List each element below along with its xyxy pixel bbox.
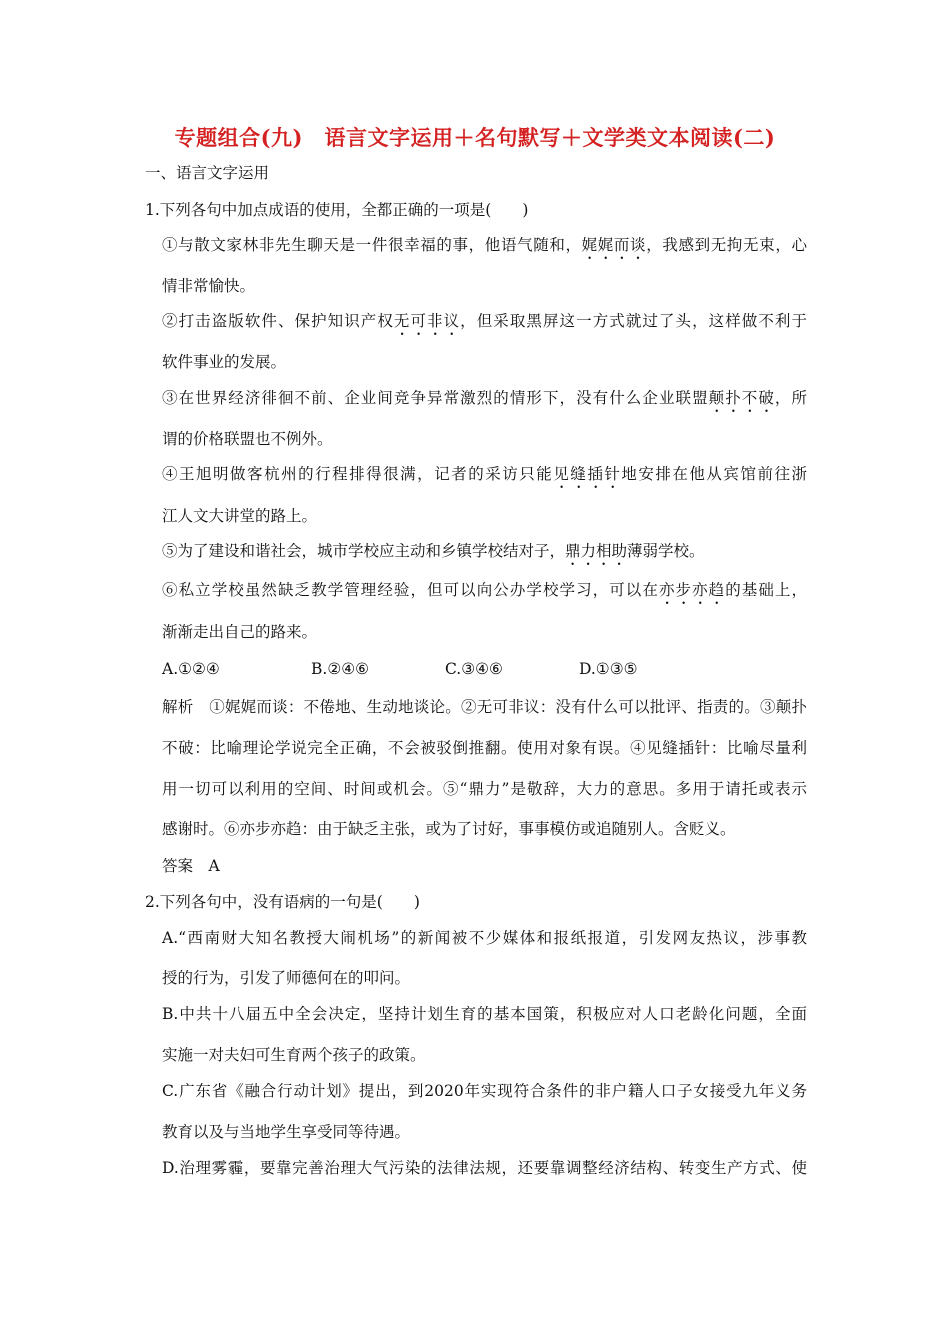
q2-option-a-line-1: A.“西南财大知名教授大闹机场”的新闻被不少媒体和报纸报道，引发网友热议，涉事教 xyxy=(162,929,807,947)
q1-sentence-1-line-2: 情非常愉快。 xyxy=(162,277,256,295)
q1-sentence-6-line-2: 渐渐走出自己的路来。 xyxy=(162,623,318,641)
text-run: ①与散文家林非先生聊天是一件很幸福的事，他语气随和， xyxy=(162,236,582,254)
text-run: ⑥私立学校虽然缺乏教学管理经验，但可以向公办学校学习，可以在 xyxy=(162,581,659,599)
option-c: C.③④⑥ xyxy=(445,660,503,678)
explanation-line-4: 感谢时。⑥亦步亦趋：由于缺乏主张，或为了讨好，事事模仿或追随别人。含贬义。 xyxy=(162,820,736,838)
explanation-line-1: 解析 ①娓娓而谈：不倦地、生动地谈论。②无可非议：没有什么可以批评、指责的。③颠扑 xyxy=(162,698,807,716)
text-run: 地安排在他从宾馆前往浙 xyxy=(621,465,807,483)
q1-sentence-4-line-2: 江人文大讲堂的路上。 xyxy=(162,507,318,525)
option-a: A.①②④ xyxy=(162,660,220,678)
answer-line: 答案 A xyxy=(162,857,220,875)
question-1-stem: 1.下列各句中加点成语的使用，全都正确的一项是( ) xyxy=(145,201,529,219)
q1-sentence-6-line-1 xyxy=(162,580,807,608)
emphasized-idiom: 无可非议 xyxy=(393,312,461,330)
text-run: ③在世界经济徘徊不前、企业间竞争异常激烈的情形下，没有什么企业联盟 xyxy=(162,389,709,407)
q2-option-d-line-1: D.治理雾霾，要靠完善治理大气污染的法律法规，还要靠调整经济结构、转变生产方式、使 xyxy=(162,1159,807,1177)
q2-option-c-line-1: C.广东省《融合行动计划》提出，到2020年实现符合条件的非户籍人口子女接受九年义务 xyxy=(162,1082,807,1100)
q1-sentence-3-line-2: 谓的价格联盟也不例外。 xyxy=(162,430,333,448)
q1-sentence-2-line-1 xyxy=(162,311,807,339)
q2-option-b-line-2: 实施一对夫妇可生育两个孩子的政策。 xyxy=(162,1046,426,1064)
q1-sentence-2-line-2: 软件事业的发展。 xyxy=(162,353,287,371)
q1-sentence-3-line-1 xyxy=(162,388,807,416)
emphasized-idiom: 亦步亦趋 xyxy=(658,581,726,599)
text-run: 的基础上， xyxy=(725,581,807,599)
page-title: 专题组合(九) 语言文字运用＋名句默写＋文学类文本阅读(二) xyxy=(174,125,776,150)
option-b: B.②④⑥ xyxy=(311,660,370,678)
question-2-stem: 2.下列各句中，没有语病的一句是( ) xyxy=(145,893,420,911)
text-run: ②打击盗版软件、保护知识产权 xyxy=(162,312,394,330)
text-run: ，我感到无拘无束，心 xyxy=(646,236,807,254)
text-run: 薄弱学校。 xyxy=(627,542,705,560)
text-run: ，但采取黑屏这一方式就过了头，这样做不利于 xyxy=(460,312,807,330)
q1-sentence-5 xyxy=(162,541,705,569)
emphasized-idiom: 娓娓而谈 xyxy=(581,236,647,254)
text-run: ④王旭明做客杭州的行程排得很满，记者的采访只能 xyxy=(162,465,554,483)
explanation-line-3: 用一切可以利用的空间、时间或机会。⑤“鼎力”是敬辞，大力的意思。多用于请托或表示 xyxy=(162,780,807,798)
option-d: D.①③⑤ xyxy=(579,660,638,678)
explanation-line-2: 不破：比喻理论学说完全正确，不会被驳倒推翻。使用对象有误。④见缝插针：比喻尽量利 xyxy=(162,739,807,757)
q2-option-b-line-1: B.中共十八届五中全会决定，坚持计划生育的基本国策，积极应对人口老龄化问题，全面 xyxy=(162,1005,807,1023)
q1-sentence-1-line-1 xyxy=(162,235,807,263)
emphasized-idiom: 颠扑不破 xyxy=(708,389,775,407)
text-run: ⑤为了建设和谐社会，城市学校应主动和乡镇学校结对子， xyxy=(162,542,566,560)
q2-option-a-line-2: 授的行为，引发了师德何在的叩问。 xyxy=(162,969,411,987)
text-run: ，所 xyxy=(774,389,807,407)
q2-option-c-line-2: 教育以及与当地学生享受同等待遇。 xyxy=(162,1123,411,1141)
section-heading: 一、语言文字运用 xyxy=(145,164,270,182)
emphasized-idiom: 鼎力相助 xyxy=(565,542,628,560)
q1-sentence-4-line-1 xyxy=(162,464,807,492)
emphasized-idiom: 见缝插针 xyxy=(553,465,622,483)
